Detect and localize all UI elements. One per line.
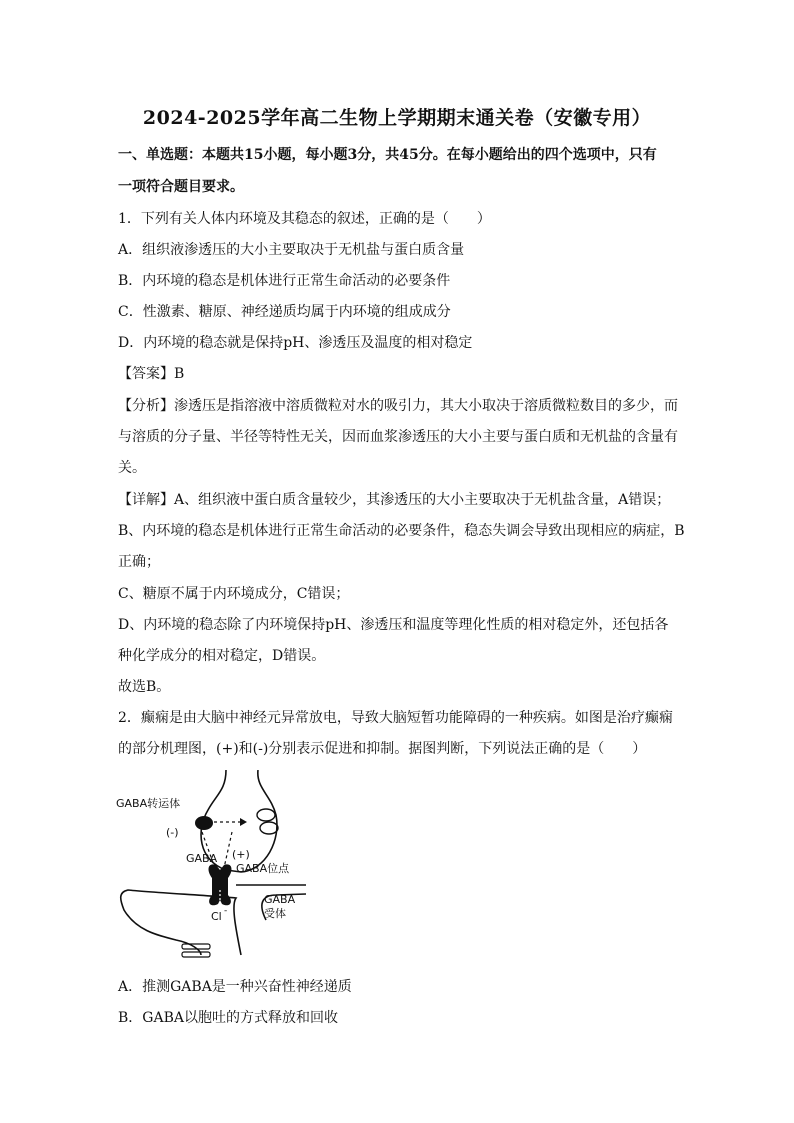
q1-analysis-line-1: 【分析】渗透压是指溶液中溶质微粒对水的吸引力，其大小取决于溶质微粒数目的多少，而 [118, 398, 678, 414]
q1-analysis-line-3: 关。 [118, 460, 146, 476]
gaba-transporter-icon [195, 816, 213, 830]
q1-detail-line-1: 【详解】A、组织液中蛋白质含量较少，其渗透压的大小主要取决于无机盐含量，A错误； [118, 492, 671, 508]
q1-answer: 【答案】B [118, 366, 185, 382]
q1-option-b: B．内环境的稳态是机体进行正常生命活动的必要条件 [118, 273, 451, 289]
inhibit-label: (-) [166, 826, 179, 839]
q1-analysis-line-2: 与溶质的分子量、半径等特性无关，因而血浆渗透压的大小主要与蛋白质和无机盐的含量有 [118, 429, 678, 445]
q1-option-a: A．组织液渗透压的大小主要取决于无机盐与蛋白质含量 [118, 242, 465, 258]
q1-detail-line-2: B、内环境的稳态是机体进行正常生命活动的必要条件，稳态失调会导致出现相应的病症，B [118, 523, 685, 539]
q2-stem-line-1: 2．癫痫是由大脑中神经元异常放电，导致大脑短暂功能障碍的一种疾病。如图是治疗癫痫 [118, 710, 673, 726]
q2-stem-line-2: 的部分机理图，(+)和(-)分别表示促进和抑制。据图判断，下列说法正确的是（ ） [118, 741, 647, 757]
receptor-label-2: 受体 [264, 907, 286, 920]
gaba-label: GABA [186, 852, 218, 865]
section-heading-line-2: 一项符合题目要求。 [118, 179, 244, 195]
q2-option-a: A．推测GABA是一种兴奋性神经递质 [118, 979, 352, 995]
page-title: 2024-2025学年高二生物上学期期末通关卷（安徽专用） [142, 107, 652, 129]
vesicle-icon [257, 809, 275, 821]
chloride-label: Cl [211, 910, 222, 923]
chloride-charge-label: - [224, 906, 228, 916]
q1-option-c: C．性激素、糖原、神经递质均属于内环境的组成成分 [118, 304, 451, 320]
synapse-diagram [116, 770, 326, 965]
section-heading-line-1: 一、单选题：本题共15小题，每小题3分，共45分。在每小题给出的四个选项中，只有 [118, 147, 657, 163]
release-arrow [224, 832, 232, 868]
q1-detail-line-5: D、内环境的稳态除了内环境保持pH、渗透压和温度等理化性质的相对稳定外，还包括各 [118, 617, 669, 633]
transporter-label: GABA转运体 [116, 797, 181, 810]
q1-detail-line-7: 故选B。 [118, 679, 171, 695]
promote-label: (+) [232, 848, 250, 861]
q1-detail-line-4: C、糖原不属于内环境成分，C错误； [118, 586, 350, 602]
gaba-site-label: GABA位点 [236, 862, 290, 875]
receptor-label-1: GABA [264, 893, 296, 906]
q1-detail-line-6: 种化学成分的相对稳定，D错误。 [118, 648, 326, 664]
q1-option-d: D．内环境的稳态就是保持pH、渗透压及温度的相对稳定 [118, 335, 473, 351]
q1-stem: 1．下列有关人体内环境及其稳态的叙述，正确的是（ ） [118, 211, 491, 227]
q1-detail-line-3: 正确； [118, 554, 160, 570]
vesicle-icon [260, 822, 278, 834]
q2-option-b: B．GABA以胞吐的方式释放和回收 [118, 1010, 338, 1026]
